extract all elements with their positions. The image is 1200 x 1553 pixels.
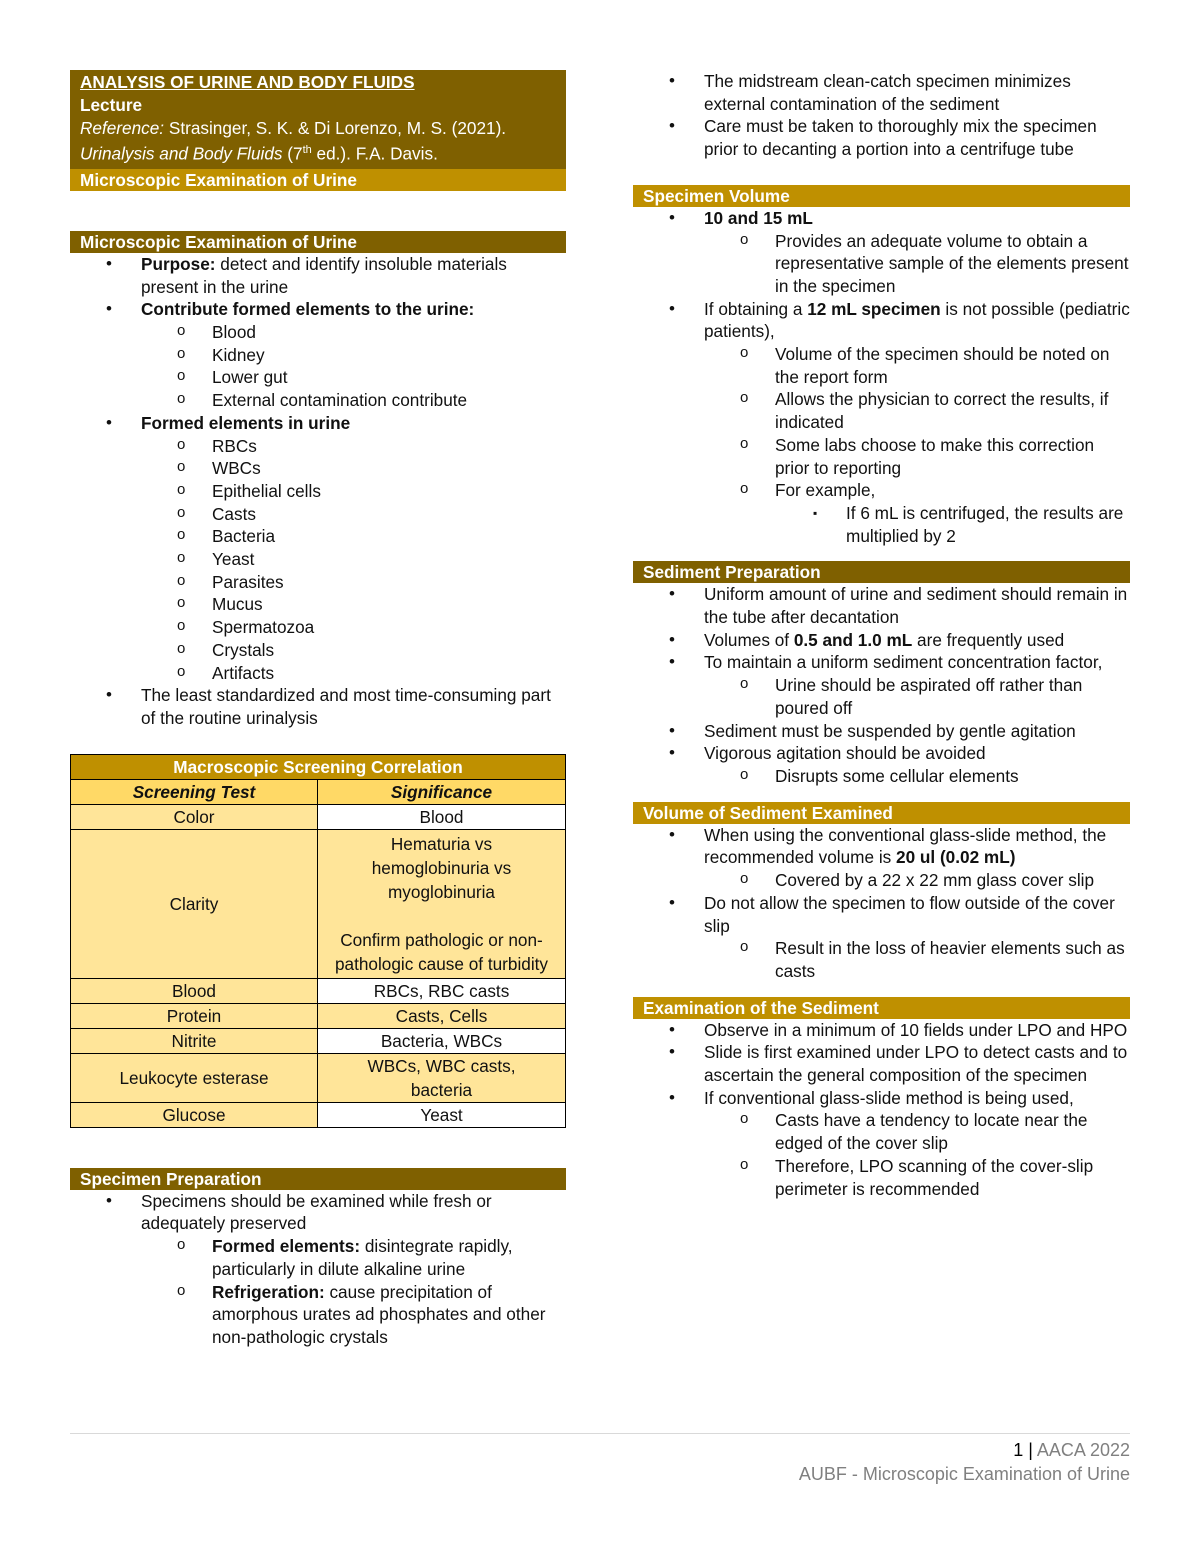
- reference-label: Reference:: [80, 117, 165, 138]
- list-item: • 10 and 15 mL o Provides an adequate volume to obtain a representative sample of the elements present in the specimen: [633, 207, 1130, 298]
- footer-separator: |: [1023, 1440, 1037, 1460]
- list-item: • Observe in a minimum of 10 fields under LPO and HPO: [633, 1019, 1130, 1042]
- table-cell: Clarity: [71, 829, 318, 978]
- volume-of-sediment-list: [633, 824, 1130, 983]
- sublist: [704, 230, 1130, 298]
- column-header: Screening Test: [71, 779, 318, 804]
- list-item: o Casts have a tendency to locate near the edged of the cover slip: [633, 1109, 1130, 1154]
- document-subtitle: Lecture: [80, 94, 143, 115]
- section-heading-specimen-volume: Specimen Volume: [633, 185, 1130, 207]
- footer-org: AACA 2022: [1036, 1440, 1130, 1460]
- list-item: • Contribute formed elements to the urine: o Blood o Kidney o Lower gut o External contamination contribute: [70, 298, 566, 412]
- list-item: o Yeast: [70, 548, 566, 571]
- list-item: • If conventional glass-slide method is being used, o Casts have a tendency to locate near the edged of the cover slip o Therefore, LPO scanning of the cover-slip perimeter is recommended: [633, 1087, 1130, 1201]
- list-item: • Do not allow the specimen to flow outside of the cover slip o Result in the loss of heavier elements such as casts: [633, 892, 1130, 983]
- table-row: [71, 1053, 566, 1102]
- clarity-significance-2: Confirm pathologic or non-pathologic cause of turbidity: [334, 929, 549, 974]
- sublist: [141, 1235, 566, 1349]
- footer-doc-title: AUBF - Microscopic Examination of Urine: [798, 1464, 1130, 1484]
- sediment-preparation-list: [633, 583, 1130, 787]
- list-item: • Care must be taken to thoroughly mix the specimen prior to decanting a portion into a centrifuge tube: [633, 115, 1130, 160]
- list-item: • Purpose: detect and identify insoluble materials present in the urine: [70, 253, 566, 298]
- list-item: o RBCs: [70, 435, 566, 458]
- list-item: • Specimens should be examined while fresh or adequately preserved o Formed elements: disintegrate rapidly, particularly in dilute alkaline urine o Refrigeration: cause precipitation of amorphous urates ad phosphates and other non-pathologic crystals: [70, 1190, 566, 1349]
- list-item: o Result in the loss of heavier elements such as casts: [633, 937, 1130, 982]
- list-item: • Sediment must be suspended by gentle agitation: [633, 720, 1130, 743]
- column-header: Significance: [318, 779, 566, 804]
- reference-authors: Strasinger, S. K. & Di Lorenzo, M. S. (2021).: [164, 117, 507, 138]
- list-item: o Allows the physician to correct the results, if indicated: [633, 388, 1130, 433]
- section-heading-examination: Examination of the Sediment: [633, 997, 1130, 1019]
- list-item: o Formed elements: disintegrate rapidly, particularly in dilute alkaline urine: [70, 1235, 566, 1280]
- formed-sublist: [141, 435, 566, 685]
- list-item: • When using the conventional glass-slide method, the recommended volume is 20 ul (0.02 mL) o Covered by a 22 x 22 mm glass cover slip: [633, 824, 1130, 892]
- list-item: o Casts: [70, 503, 566, 526]
- list-item: o WBCs: [70, 457, 566, 480]
- list-item: • If obtaining a 12 mL specimen is not possible (pediatric patients), o Volume of the specimen should be noted on the report form o Allows the physician to correct the results, if indicated o Some labs choose to make this correction prior to reporting o For example, ▪ If 6 mL is centrifuged, the results are multiplied by 2: [633, 298, 1130, 548]
- list-item: o Crystals: [70, 639, 566, 662]
- list-item: • The least standardized and most time-consuming part of the routine urinalysis: [70, 684, 566, 729]
- sublist: [704, 869, 1130, 892]
- page-number: 1: [1013, 1440, 1024, 1460]
- microscopic-list: [70, 253, 566, 730]
- list-item: o Spermatozoa: [70, 616, 566, 639]
- list-item: • To maintain a uniform sediment concentration factor, o Urine should be aspirated off rather than poured off: [633, 651, 1130, 719]
- page-footer: [799, 1438, 1130, 1486]
- table-cell: Blood: [318, 804, 566, 829]
- list-item: o Therefore, LPO scanning of the cover-slip perimeter is recommended: [633, 1155, 1130, 1200]
- list-item: o Volume of the specimen should be noted on the report form: [633, 343, 1130, 388]
- list-item: • Uniform amount of urine and sediment should remain in the tube after decantation: [633, 583, 1130, 628]
- list-item: o Mucus: [70, 593, 566, 616]
- list-item: o Bacteria: [70, 525, 566, 548]
- list-item: o Provides an adequate volume to obtain a representative sample of the elements present in the specimen: [633, 230, 1130, 298]
- list-item: ▪ If 6 mL is centrifuged, the results are multiplied by 2: [633, 502, 1130, 547]
- sublist: [704, 1109, 1130, 1200]
- section-heading-sediment-preparation: Sediment Preparation: [633, 561, 1130, 583]
- table-row: [71, 1102, 566, 1127]
- document-title: ANALYSIS OF URINE AND BODY FLUIDS: [80, 72, 415, 92]
- list-item: o Parasites: [70, 571, 566, 594]
- list-item: • Formed elements in urine o RBCs o WBCs o Epithelial cells o Casts o Bacteria o Yeast o Parasites o Mucus o Spermatozoa o Crystals o Artifacts: [70, 412, 566, 684]
- table-cell: Casts, Cells: [318, 1003, 566, 1028]
- list-item: o Blood: [70, 321, 566, 344]
- screening-table: [70, 754, 566, 1128]
- table-row: [71, 804, 566, 829]
- reference-edition-sup: th: [302, 144, 312, 157]
- table-cell: [318, 829, 566, 978]
- specimen-preparation-list: [70, 1190, 566, 1349]
- list-item: o Epithelial cells: [70, 480, 566, 503]
- sublist: [704, 343, 1130, 547]
- list-item: • Vigorous agitation should be avoided o Disrupts some cellular elements: [633, 742, 1130, 787]
- footer-divider: [70, 1433, 1130, 1434]
- list-item: o Disrupts some cellular elements: [633, 765, 1130, 788]
- list-item: o Lower gut: [70, 366, 566, 389]
- table-row: [71, 978, 566, 1003]
- right-column: [633, 70, 1130, 1200]
- reference-publisher: ed.). F.A. Davis.: [311, 144, 438, 165]
- table-cell: Color: [71, 804, 318, 829]
- list-item: o Some labs choose to make this correction prior to reporting: [633, 434, 1130, 479]
- examination-list: [633, 1019, 1130, 1201]
- list-item: • Volumes of 0.5 and 1.0 mL are frequently used: [633, 629, 1130, 652]
- table-row: [71, 829, 566, 978]
- document-header: [70, 70, 566, 169]
- table-cell: Glucose: [71, 1102, 318, 1127]
- table-row: [71, 1003, 566, 1028]
- table-cell: Nitrite: [71, 1028, 318, 1053]
- reference-book: Urinalysis and Body Fluids: [80, 144, 283, 165]
- table-cell: Bacteria, WBCs: [318, 1028, 566, 1053]
- list-item: o Artifacts: [70, 662, 566, 685]
- section-heading-volume-of-sediment: Volume of Sediment Examined: [633, 802, 1130, 824]
- footer-line-1: [799, 1438, 1130, 1462]
- specimen-volume-list: [633, 207, 1130, 548]
- sublist: [704, 937, 1130, 982]
- list-item: • Slide is first examined under LPO to detect casts and to ascertain the general composition of the specimen: [633, 1041, 1130, 1086]
- table-cell: RBCs, RBC casts: [318, 978, 566, 1003]
- section-heading-specimen-preparation: Specimen Preparation: [70, 1168, 566, 1190]
- intro-list: [633, 70, 1130, 161]
- table-cell: WBCs, WBC casts, bacteria: [318, 1053, 566, 1102]
- topic-bar: Microscopic Examination of Urine: [70, 169, 566, 191]
- reference-edition: (7: [282, 144, 303, 165]
- section-heading-microscopic: Microscopic Examination of Urine: [70, 231, 566, 253]
- reference: [80, 117, 556, 166]
- table-cell: Protein: [71, 1003, 318, 1028]
- table-title: Macroscopic Screening Correlation: [71, 754, 566, 779]
- list-item: • The midstream clean-catch specimen minimizes external contamination of the sediment: [633, 70, 1130, 115]
- sublist: [775, 502, 1130, 547]
- list-item: o Urine should be aspirated off rather than poured off: [633, 674, 1130, 719]
- list-item: o For example, ▪ If 6 mL is centrifuged, the results are multiplied by 2: [633, 479, 1130, 547]
- list-item: o Covered by a 22 x 22 mm glass cover slip: [633, 869, 1130, 892]
- clarity-significance-1: Hematuria vs hemoglobinuria vs myoglobinuria: [371, 833, 512, 902]
- sublist: [704, 674, 1130, 719]
- contribute-sublist: [141, 321, 566, 412]
- list-item: o External contamination contribute: [70, 389, 566, 412]
- table-row: [71, 1028, 566, 1053]
- list-item: o Kidney: [70, 344, 566, 367]
- sublist: [704, 765, 1130, 788]
- table-cell: Blood: [71, 978, 318, 1003]
- table-cell: Yeast: [318, 1102, 566, 1127]
- table-cell: Leukocyte esterase: [71, 1053, 318, 1102]
- list-item: o Refrigeration: cause precipitation of amorphous urates ad phosphates and other non-pathologic crystals: [70, 1281, 566, 1349]
- left-column: [70, 70, 566, 1349]
